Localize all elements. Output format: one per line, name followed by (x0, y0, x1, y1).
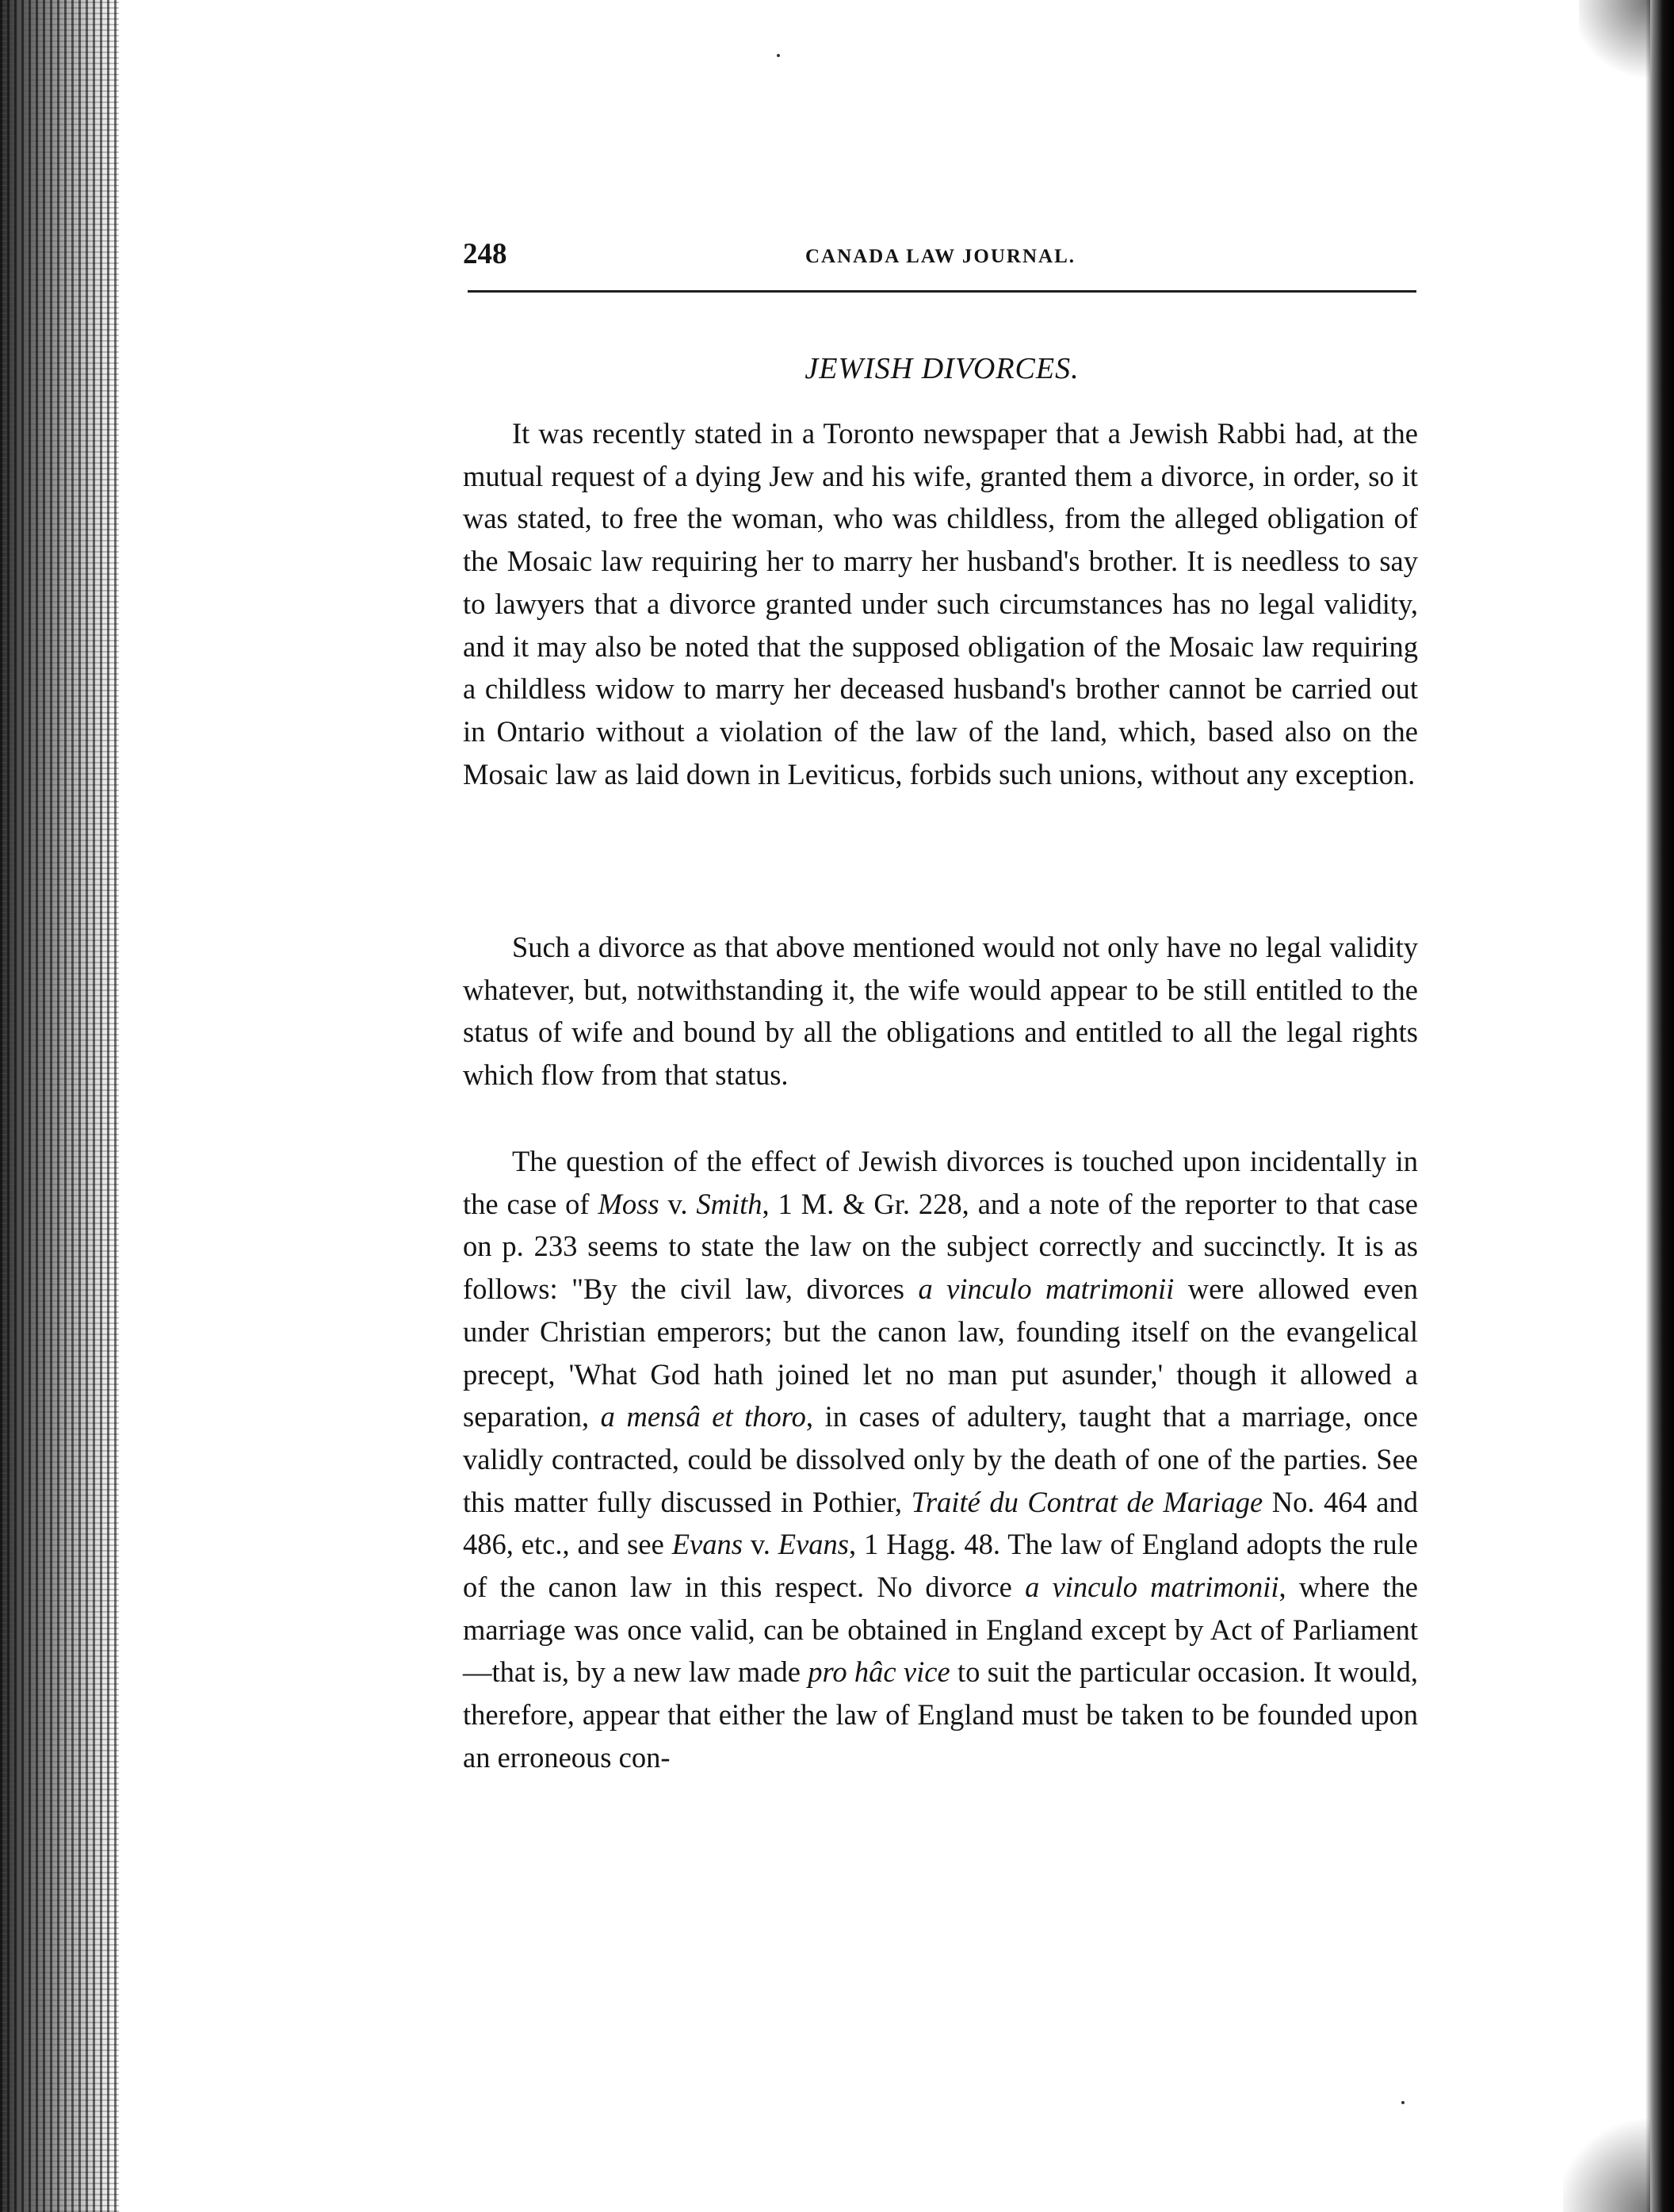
case-name: Evans (778, 1528, 849, 1561)
article-title: JEWISH DIVORCES. (805, 352, 1080, 385)
paragraph-3 (463, 1140, 1418, 1779)
paragraph-3-text: to suit the particular occasion. It would, therefore, appear that either the law of England must be taken to be founded upon an erroneous con- (463, 1655, 1419, 1774)
journal-title: CANADA LAW JOURNAL. (805, 246, 1076, 267)
paragraph-3-text: , in cases of adultery, taught that a marriage, once validly contracted, could be dissolved only by the death of one of the parties. See this matter fully discussed in Pothier, (463, 1400, 1418, 1518)
scan-corner-shadow-bottom (1563, 2109, 1650, 2212)
scan-speck (1401, 2101, 1405, 2104)
paragraph-3-text: v. (659, 1187, 697, 1220)
case-name: Moss (598, 1187, 659, 1220)
paragraph-3-text: The question of the effect of Jewish divorces is touched upon incidentally in the case of (463, 1145, 1418, 1220)
scan-speck (777, 54, 780, 57)
page-number: 248 (463, 238, 507, 270)
case-name: Smith (696, 1187, 762, 1220)
latin-phrase: a mensâ et thoro (600, 1400, 806, 1433)
paragraph-3-text: , 1 M. & Gr. 228, and a note of the reporter to that case on p. 233 seems to state the law on the subject correctly and succinctly. It is as follows: "By the civil law, divorces (463, 1187, 1418, 1306)
header-rule (468, 290, 1416, 293)
case-name: Evans (671, 1528, 743, 1561)
scan-corner-shadow-top (1579, 0, 1650, 87)
paragraph-3-text: v. (742, 1528, 778, 1561)
running-header (463, 235, 1418, 274)
latin-phrase: pro hâc vice (808, 1655, 950, 1689)
paragraph-2: Such a divorce as that above mentioned would not only have no legal validity whatever, but, notwithstanding it, the wife would appear to be still entitled to the status of wife and bound by all the obligations and entitled to all the legal rights which flow from that status. (463, 931, 1418, 1092)
latin-phrase: a vinculo matrimonii (918, 1272, 1175, 1306)
paragraph-1: It was recently stated in a Toronto newspaper that a Jewish Rabbi had, at the mutual request of a dying Jew and his wife, granted them a divorce, in order, so it was stated, to free the woman, who was childless, from the alleged obligation of the Mosaic law requiring her to marry her husband's brother. It is needless to say to lawyers that a divorce granted under such circumstances has no legal validity, and it may also be noted that the supposed obligation of the Mosaic law requiring a childless widow to marry her deceased husband's brother cannot be carried out in Ontario without a violation of the law of the land, which, based also on the Mosaic law as laid down in Leviticus, forbids such unions, without any exception. (463, 417, 1418, 790)
book-binding-edge (0, 0, 119, 2212)
paragraph-3-text: No. 464 and 486, etc., and see (463, 1485, 1418, 1561)
latin-phrase: a vinculo matrimonii (1025, 1571, 1279, 1604)
paragraph-3-text: , where the marriage was once valid, can be obtained in England except by Act of Parliament—that is, by a new law made (463, 1571, 1418, 1689)
paragraph-3-text: , 1 Hagg. 48. The law of England adopts the rule of the canon law in this respect. No divorce (463, 1528, 1418, 1604)
book-title: Traité du Contrat de Mariage (911, 1485, 1263, 1518)
paragraph-3-text: were allowed even under Christian emperors; but the canon law, founding itself on the evangelical precept, 'What God hath joined let no man put asunder,' though it allowed a separation, (463, 1272, 1418, 1433)
page-right-edge (1645, 0, 1674, 2212)
